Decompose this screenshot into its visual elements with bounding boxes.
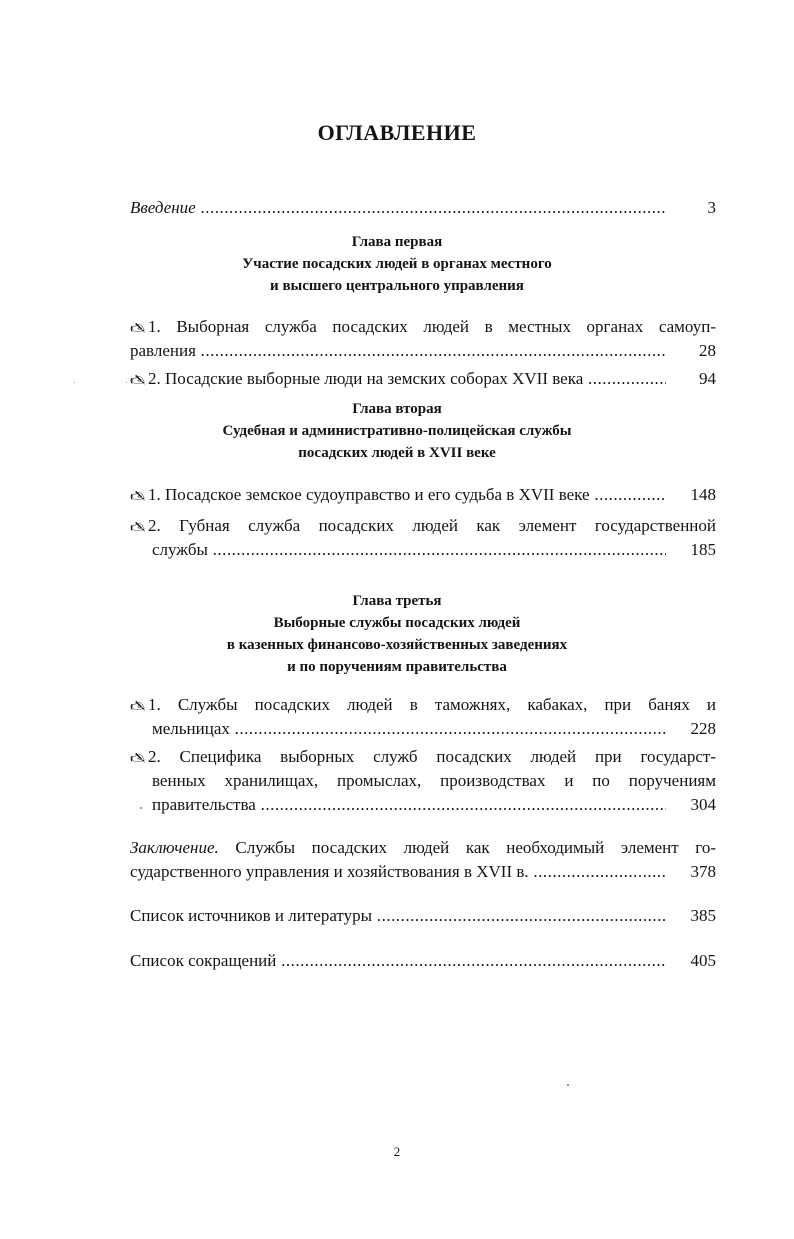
page-number: 3 [707,198,716,217]
page-title: ОГЛАВЛЕНИЕ [317,120,477,145]
hand-pointer-icon: 🖎 [130,698,146,713]
page-number: 378 [690,862,716,881]
toc-entry-abbreviations[interactable] [130,949,716,973]
scan-speck [74,382,75,383]
toc-entry-conclusion[interactable]: Заключение. Службы посадских людей как необходимый элемент го- сударственного управления и хозяйствования в XVII в. ..... 378 [130,836,716,884]
toc-entry-ch3-s2[interactable]: 🖎 2. Специфика выборных служб посадских людей при государст- венных хранилищах, промыслах, производствах и по поручениям правительства ..... 304 [130,745,716,817]
page-number: 148 [690,485,716,504]
chapter-2-heading: Глава вторая Судебная и административно-полицейская службы посадских людей в XVII веке [222,401,572,461]
page-footer-number: 2 [393,1144,401,1159]
hand-pointer-icon: 🖎 [130,519,146,534]
hand-pointer-icon: 🖎 [130,320,146,335]
chapter-1-heading: Глава первая Участие посадских людей в органах местного и высшего центрального управления [242,234,552,294]
scan-speck [567,1084,569,1086]
toc-entry-sources[interactable] [130,904,716,928]
entry-label: Список источников и литературы [130,906,373,925]
scan-speck [140,807,142,809]
toc-entry-ch2-s1[interactable]: 🖎 1. Посадское земское судоуправство и его судьба в XVII веке ..... 148 [130,483,716,507]
entry-label: Список сокращений [130,951,277,970]
page-number: 405 [690,951,716,970]
page-number: 304 [690,795,716,814]
page-number: 385 [690,906,716,925]
toc-entry-ch1-s2[interactable]: 🖎 2. Посадские выборные люди на земских соборах XVII века ..... 94 [130,367,716,391]
toc-entry-ch1-s1[interactable]: 🖎 1. Выборная служба посадских людей в местных органах самоуп- равления ..... 28 [130,315,716,363]
scan-speck [126,382,127,383]
toc-entry-introduction[interactable] [130,196,716,220]
entry-label: Заключение. [130,838,219,857]
page-number: 228 [690,719,716,738]
hand-pointer-icon: 🖎 [130,488,146,503]
page-number: 28 [699,341,716,360]
toc-entry-ch3-s1[interactable]: 🖎 1. Службы посадских людей в таможнях, кабаках, при банях и мельницах ..... 228 [130,693,716,741]
page-number: 94 [699,369,716,388]
chapter-3-heading: Глава третья Выборные службы посадских людей в казенных финансово-хозяйственных заведениях и по поручениям правительства [226,593,568,675]
hand-pointer-icon: 🖎 [130,372,146,387]
entry-label: Введение [130,198,196,217]
toc-entry-ch2-s2[interactable]: 🖎 2. Губная служба посадских людей как элемент государственной службы ..... 185 [130,514,716,562]
page-number: 185 [690,540,716,559]
hand-pointer-icon: 🖎 [130,750,146,765]
